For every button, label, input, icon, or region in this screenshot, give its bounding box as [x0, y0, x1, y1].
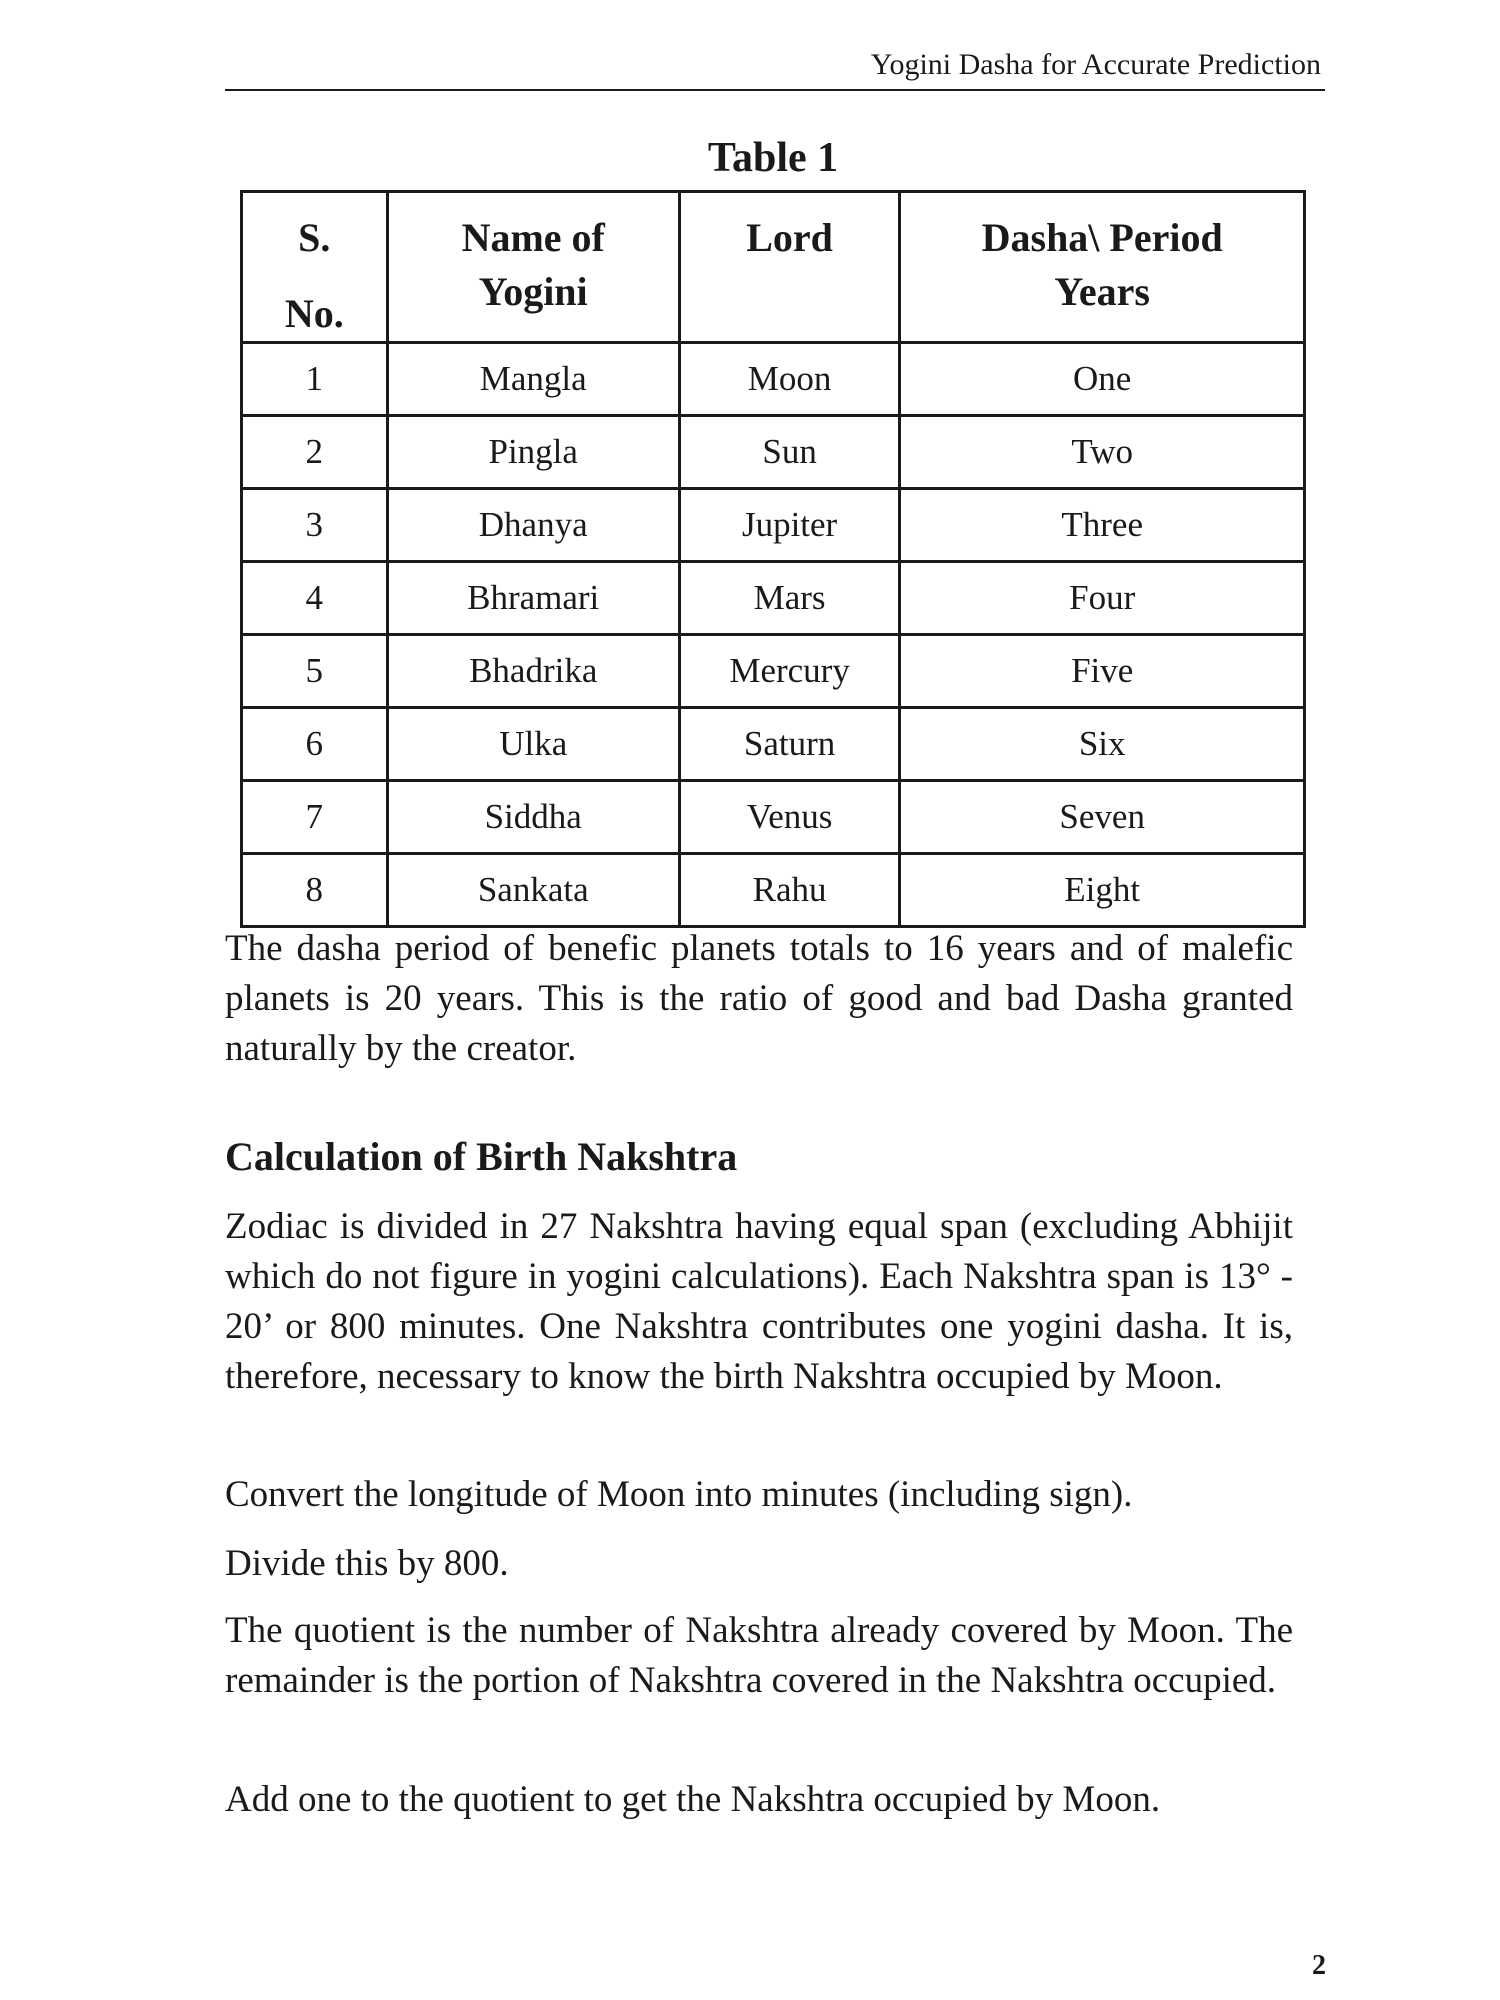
paragraph-quotient: The quotient is the number of Nakshtra already covered by Moon. The remainder is the portion of Nakshtra covered in the Nakshtra occupied. [225, 1610, 1293, 1701]
cell-serial: 6 [242, 708, 388, 781]
table-row [242, 708, 1305, 781]
table-header-row [242, 192, 1305, 343]
paragraph-zodiac: Zodiac is divided in 27 Nakshtra having equal span (excluding Abhijit which do not figure in yogini calculations). Each Nakshtra span is 13° - 20’ or 800 minutes. One Nakshtra contributes one yogini dasha. It is, therefore, necessary to know the birth Nakshtra occupied by Moon. [225, 1206, 1293, 1397]
table-row [242, 489, 1305, 562]
header-rule [225, 89, 1325, 91]
cell-yogini: Ulka [387, 708, 679, 781]
cell-serial: 7 [242, 781, 388, 854]
header-period-line1: Dasha\ Period [981, 215, 1223, 260]
cell-serial: 1 [242, 343, 388, 416]
table-caption: Table 1 [707, 135, 839, 181]
header-lord: Lord [679, 192, 900, 343]
cell-serial: 4 [242, 562, 388, 635]
cell-lord: Rahu [679, 854, 900, 927]
cell-lord: Jupiter [679, 489, 900, 562]
cell-lord: Sun [679, 416, 900, 489]
cell-period: Five [900, 635, 1305, 708]
table-row [242, 416, 1305, 489]
table-row [242, 635, 1305, 708]
cell-period: Four [900, 562, 1305, 635]
cell-period: Seven [900, 781, 1305, 854]
cell-yogini: Bhramari [387, 562, 679, 635]
table-row [242, 343, 1305, 416]
paragraph-add-one: Add one to the quotient to get the Nakshtra occupied by Moon. [225, 1779, 1161, 1820]
cell-serial: 3 [242, 489, 388, 562]
cell-yogini: Sankata [387, 854, 679, 927]
paragraph-dasha-ratio: The dasha period of benefic planets totals to 16 years and of malefic planets is 20 years. This is the ratio of good and bad Dasha granted naturally by the creator. [225, 928, 1293, 1069]
header-serial-line1: S. [298, 215, 331, 260]
cell-serial: 5 [242, 635, 388, 708]
section-heading: Calculation of Birth Nakshtra [225, 1134, 738, 1179]
cell-yogini: Bhadrika [387, 635, 679, 708]
header-period-line2: Years [1054, 269, 1150, 314]
header-name-line2: Yogini [478, 269, 588, 314]
header-name-line1: Name of [461, 215, 605, 260]
cell-period: One [900, 343, 1305, 416]
cell-yogini: Pingla [387, 416, 679, 489]
header-dasha-period [900, 192, 1305, 343]
table-row [242, 562, 1305, 635]
cell-lord: Moon [679, 343, 900, 416]
yogini-table [240, 190, 1306, 928]
running-head: Yogini Dasha for Accurate Prediction [870, 48, 1321, 81]
table-row [242, 854, 1305, 927]
cell-yogini: Mangla [387, 343, 679, 416]
page-number: 2 [1312, 1950, 1326, 1981]
header-serial-number [242, 192, 388, 343]
header-yogini-name [387, 192, 679, 343]
cell-lord: Saturn [679, 708, 900, 781]
cell-serial: 8 [242, 854, 388, 927]
paragraph-convert: Convert the longitude of Moon into minutes (including sign). [225, 1474, 1133, 1515]
cell-yogini: Siddha [387, 781, 679, 854]
paragraph-divide: Divide this by 800. [225, 1543, 509, 1584]
cell-yogini: Dhanya [387, 489, 679, 562]
cell-period: Six [900, 708, 1305, 781]
cell-lord: Mars [679, 562, 900, 635]
cell-serial: 2 [242, 416, 388, 489]
cell-period: Eight [900, 854, 1305, 927]
cell-lord: Mercury [679, 635, 900, 708]
header-serial-line2: No. [284, 291, 344, 336]
cell-period: Three [900, 489, 1305, 562]
table-row [242, 781, 1305, 854]
cell-period: Two [900, 416, 1305, 489]
cell-lord: Venus [679, 781, 900, 854]
